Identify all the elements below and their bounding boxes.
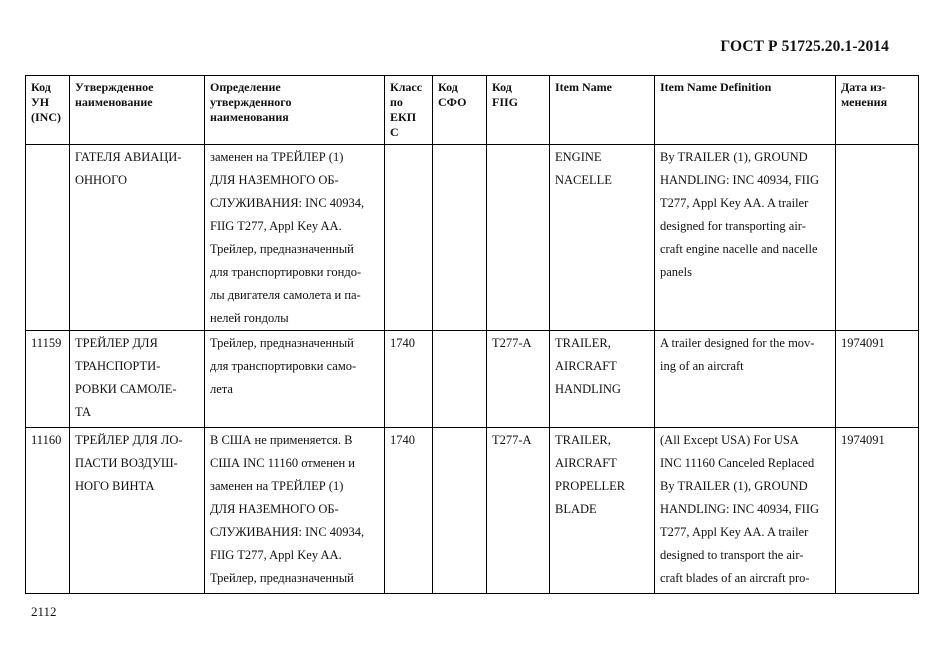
- cell-item-definition: A trailer designed for the mov- ing of an aircraft: [655, 331, 836, 428]
- cell-sfo: [433, 145, 487, 331]
- header-definition: Определение утвержденного наименования: [205, 76, 385, 145]
- cell-approved-name: ТРЕЙЛЕР ДЛЯ ЛО- ПАСТИ ВОЗДУШ- НОГО ВИНТА: [70, 428, 205, 594]
- cell-code: [26, 145, 70, 331]
- header-code-un: Код УН (INC): [26, 76, 70, 145]
- header-sfo: Код СФО: [433, 76, 487, 145]
- cell-class: [385, 145, 433, 331]
- page-number: 2112: [31, 604, 57, 619]
- cell-item-name: ENGINE NACELLE: [550, 145, 655, 331]
- cell-definition: В США не применяется. В США INC 11160 отменен и заменен на ТРЕЙЛЕР (1) ДЛЯ НАЗЕМНОГО ОБ- СЛУЖИВАНИЯ: INC 40934, FIIG T277, Appl Key AA. Трейлер, предназначенный: [205, 428, 385, 594]
- table-row: [26, 331, 919, 428]
- data-table: [25, 75, 919, 594]
- table-row: [26, 145, 919, 331]
- table-row: [26, 428, 919, 594]
- cell-code: 11159: [26, 331, 70, 428]
- cell-change-date: 1974091: [836, 331, 919, 428]
- cell-fiig: T277-A: [487, 428, 550, 594]
- cell-change-date: 1974091: [836, 428, 919, 594]
- cell-change-date: [836, 145, 919, 331]
- cell-class: 1740: [385, 331, 433, 428]
- header-change-date: Дата из- менения: [836, 76, 919, 145]
- cell-item-definition: (All Except USA) For USA INC 11160 Canceled Replaced By TRAILER (1), GROUND HANDLING: INC 40934, FIIG T277, Appl Key AA. A trailer designed to transport the air- craft blades of an aircraft pro-: [655, 428, 836, 594]
- header-fiig: Код FIIG: [487, 76, 550, 145]
- cell-fiig: T277-A: [487, 331, 550, 428]
- table-header-row: [26, 76, 919, 145]
- header-item-name: Item Name: [550, 76, 655, 145]
- cell-approved-name: ГАТЕЛЯ АВИАЦИ- ОННОГО: [70, 145, 205, 331]
- header-class: Класс по ЕКП С: [385, 76, 433, 145]
- header-approved-name: Утвержденное наименование: [70, 76, 205, 145]
- cell-item-definition: By TRAILER (1), GROUND HANDLING: INC 40934, FIIG T277, Appl Key AA. A trailer designed for transporting air- craft engine nacelle and nacelle panels: [655, 145, 836, 331]
- cell-sfo: [433, 331, 487, 428]
- header-item-name-definition: Item Name Definition: [655, 76, 836, 145]
- cell-sfo: [433, 428, 487, 594]
- cell-definition: Трейлер, предназначенный для транспортировки само- лета: [205, 331, 385, 428]
- document-code: ГОСТ Р 51725.20.1-2014: [720, 38, 889, 55]
- cell-fiig: [487, 145, 550, 331]
- cell-item-name: TRAILER, AIRCRAFT PROPELLER BLADE: [550, 428, 655, 594]
- cell-class: 1740: [385, 428, 433, 594]
- cell-code: 11160: [26, 428, 70, 594]
- cell-approved-name: ТРЕЙЛЕР ДЛЯ ТРАНСПОРТИ- РОВКИ САМОЛЕ- ТА: [70, 331, 205, 428]
- cell-item-name: TRAILER, AIRCRAFT HANDLING: [550, 331, 655, 428]
- cell-definition: заменен на ТРЕЙЛЕР (1) ДЛЯ НАЗЕМНОГО ОБ- СЛУЖИВАНИЯ: INC 40934, FIIG T277, Appl Key AA. Трейлер, предназначенный для транспортировки гондо- лы двигателя самолета и па- нелей гондолы: [205, 145, 385, 331]
